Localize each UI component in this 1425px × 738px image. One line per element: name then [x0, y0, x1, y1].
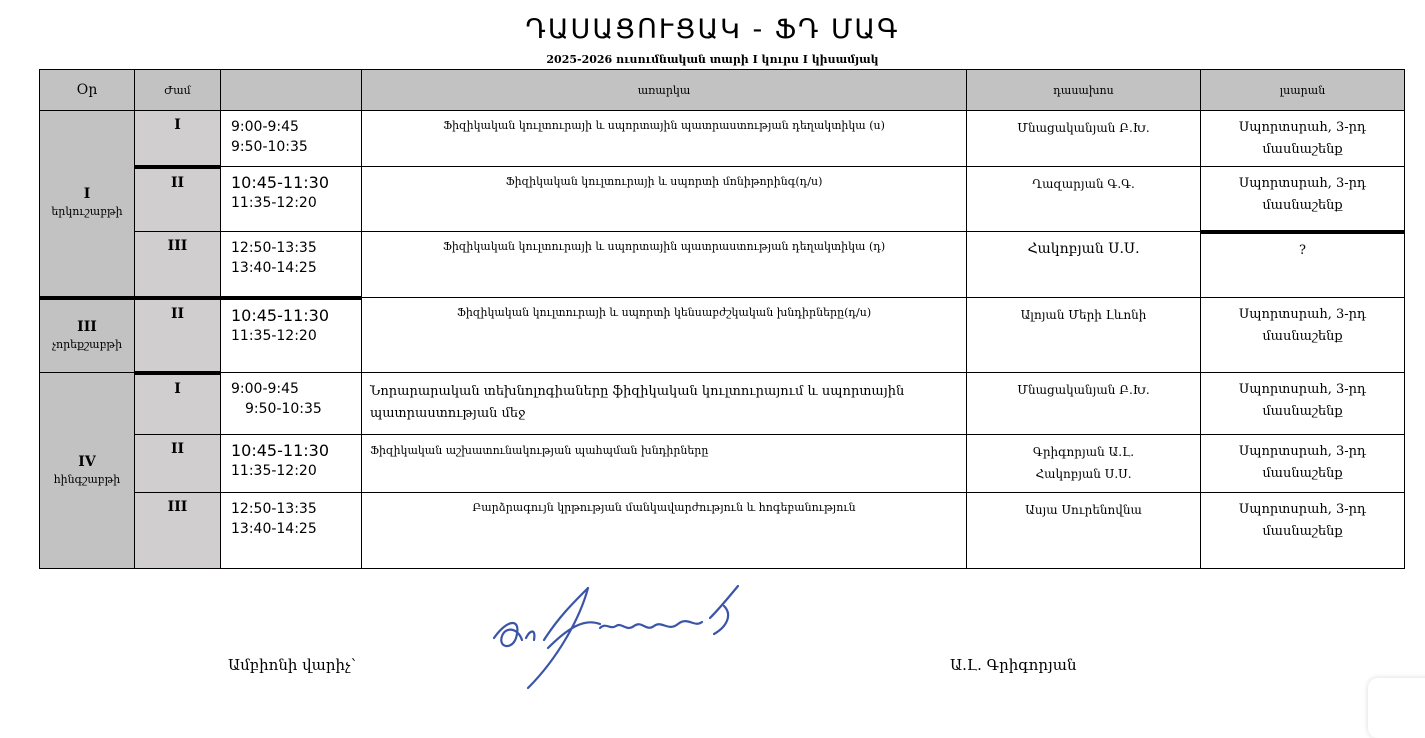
time-cell [221, 373, 362, 435]
time-cell [221, 493, 362, 569]
table-row [40, 373, 1405, 435]
teacher-cell: Ասյա Սուրենովնա [967, 493, 1201, 569]
day-name: չորեքշաբթի [51, 337, 123, 351]
room-cell: ? [1201, 232, 1405, 298]
header-time [221, 70, 362, 111]
teacher-cell: Ղազարյան Գ.Գ. [967, 167, 1201, 232]
header-room: լսարան [1201, 70, 1405, 111]
subject-cell: Ֆիզիկական կուլտուրայի և սպորտային պատրաստության դեղակտիկա (ս) [362, 111, 967, 167]
subject-cell: Նորարարական տեխնոլոգիաները ֆիզիկական կուլտուրայում և սպորտային պատրաստության մեջ [362, 373, 967, 435]
time-end: 9:50-10:35 [245, 401, 322, 417]
subject-cell: Ֆիզիկական կուլտուրայի և սպորտի կենսաբժշկական խնդիրները(դ/ս) [362, 298, 967, 373]
period-cell: III [135, 493, 221, 569]
teacher-cell [967, 435, 1201, 493]
time-cell [221, 298, 362, 373]
head-of-chair-name: Ա.Լ. Գրիգորյան [950, 656, 1077, 674]
day-number: III [77, 318, 97, 335]
teacher-cell: Ալոյան Մերի Լևոնի [967, 298, 1201, 373]
time-end: 9:50-10:35 [231, 139, 308, 155]
teacher-cell: Հակոբյան Ս.Ս. [967, 232, 1201, 298]
table-row [40, 435, 1405, 493]
teacher-cell: Մնացականյան Բ.Խ. [967, 373, 1201, 435]
corner-widget [1368, 678, 1425, 738]
room-cell: Սպորտսրահ, 3-րդ մասնաշենք [1201, 493, 1405, 569]
signature-image [488, 578, 748, 706]
subject-cell: Ֆիզիկական կուլտուրայի և սպորտային պատրաստության դեղակտիկա (դ) [362, 232, 967, 298]
time-cell [221, 111, 362, 167]
day-cell [40, 111, 135, 298]
time-start: 10:45-11:30 [231, 173, 329, 192]
time-cell [221, 435, 362, 493]
time-start: 12:50-13:35 [231, 240, 317, 256]
day-cell [40, 373, 135, 569]
teacher-name: Գրիգորյան Ա.Լ. [1032, 445, 1135, 459]
time-end: 11:35-12:20 [231, 463, 317, 479]
schedule-table [39, 69, 1405, 569]
time-start: 10:45-11:30 [231, 441, 329, 460]
day-name: երկուշաբթի [51, 205, 123, 219]
day-number: I [83, 186, 91, 203]
table-row [40, 167, 1405, 232]
room-cell: Սպորտսրահ, 3-րդ մասնաշենք [1201, 111, 1405, 167]
time-end: 11:35-12:20 [231, 327, 317, 344]
header-day: Օր [40, 70, 135, 111]
time-start: 9:00-9:45 [231, 119, 299, 135]
table-row [40, 111, 1405, 167]
header-subject: առարկա [362, 70, 967, 111]
table-row [40, 232, 1405, 298]
room-cell: Սպորտսրահ, 3-րդ մասնաշենք [1201, 373, 1405, 435]
period-cell: II [135, 298, 221, 373]
time-end: 11:35-12:20 [231, 195, 317, 211]
day-cell [40, 298, 135, 373]
subject-cell: Ֆիզիկական կուլտուրայի և սպորտի մոնիթորինգ(դ/ս) [362, 167, 967, 232]
subject-cell: Բարձրագույն կրթության մանկավարժություն և հոգեբանություն [362, 493, 967, 569]
page-title: ԴԱՍԱՑՈՒՑԱԿ - ՖԴ ՄԱԳ [525, 14, 900, 45]
header-row [40, 70, 1405, 111]
day-number: IV [78, 453, 96, 470]
table-row [40, 298, 1405, 373]
period-cell: I [135, 373, 221, 435]
room-cell: Սպորտսրահ, 3-րդ մասնաշենք [1201, 298, 1405, 373]
header-teacher: դասախոս [967, 70, 1201, 111]
time-end: 13:40-14:25 [231, 260, 317, 276]
teacher-cell: Մնացականյան Բ.Խ. [967, 111, 1201, 167]
room-cell: Սպորտսրահ, 3-րդ մասնաշենք [1201, 435, 1405, 493]
room-cell: Սպորտսրահ, 3-րդ մասնաշենք [1201, 167, 1405, 232]
time-cell [221, 167, 362, 232]
time-end: 13:40-14:25 [231, 521, 317, 537]
subject-cell: Ֆիզիկական աշխատունակության պահպման խնդիրները [362, 435, 967, 493]
time-start: 12:50-13:35 [231, 501, 317, 517]
teacher-name-2: Հակոբյան Ս.Ս. [1035, 467, 1132, 481]
day-name: հինգշաբթի [53, 472, 121, 486]
time-start: 10:45-11:30 [231, 305, 329, 325]
page-subtitle: 2025-2026 ուսումնական տարի I կուրս I կիսամյակ [546, 53, 879, 66]
period-cell: III [135, 232, 221, 298]
period-cell: I [135, 111, 221, 167]
header-period: Ժամ [135, 70, 221, 111]
time-cell [221, 232, 362, 298]
time-start: 9:00-9:45 [231, 381, 299, 397]
period-cell: II [135, 435, 221, 493]
table-row [40, 493, 1405, 569]
period-cell: II [135, 167, 221, 232]
head-of-chair-label: Ամբիոնի վարիչ՝ [228, 656, 356, 674]
